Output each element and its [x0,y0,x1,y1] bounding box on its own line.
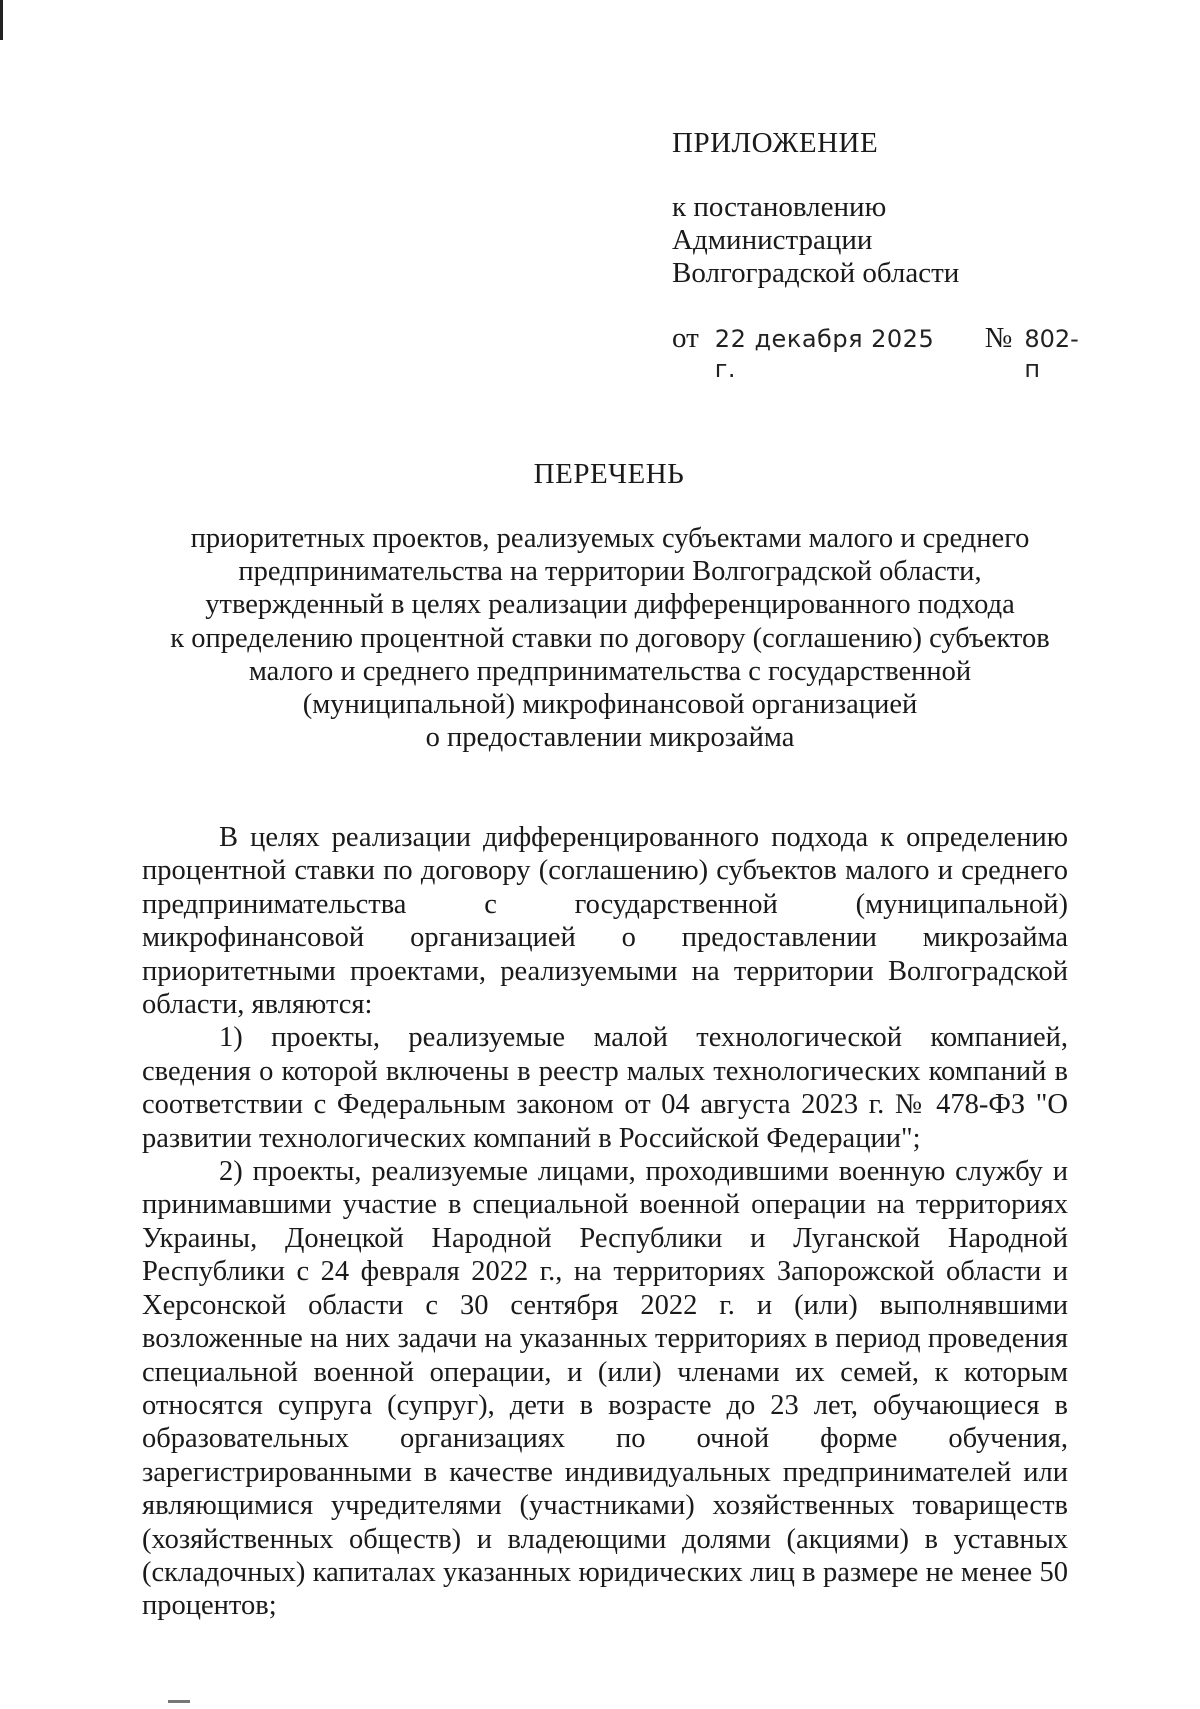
list-item-2: 2) проекты, реализуемые лицами, проходившими военную службу и принимавшими участие в специальной военной операции на территориях Украины, Донецкой Народной Республики и Луганской Народной Республики с 24 февраля 2022 г., на территориях Запорожской области и Херсонской области с 30 сентября 2022 г. и (или) выполнявшими возложенные на них задачи на указанных территориях в период проведения специальной военной операции, и (или) членами их семей, к которым относятся супруга (супруг), дети в возрасте до 23 лет, обучающиеся в образовательных организациях по очной форме обучения, зарегистрированными в качестве индивидуальных предпринимателей или являющимися учредителями (участниками) хозяйственных товариществ (хозяйственных обществ) и владеющими долями (акциями) в уставных (складочных) капиталах указанных юридических лиц в размере не менее 50 процентов; [142,1156,1068,1622]
appendix-title: ПРИЛОЖЕНИЕ [672,127,879,159]
list-subtitle [130,522,1090,754]
appendix-block [672,125,1092,384]
decree-date: 22 декабря 2025 г. [714,325,935,384]
decree-reference [672,320,1092,384]
page-continuation-mark [168,1700,190,1703]
decree-number: 802-п [1024,325,1079,384]
subtitle-line: приоритетных проектов, реализуемых субъектами малого и среднего [190,523,1030,554]
list-title: ПЕРЕЧЕНЬ [533,458,685,490]
from-label: от [672,322,699,355]
subtitle-line: утвержденный в целях реализации дифференцированного подхода [205,589,1015,621]
list-item-1: 1) проекты, реализуемые малой технологической компанией, сведения о которой включены в реестр малых технологических компаний в соответствии с Федеральным законом от 04 августа 2023 г. № 478-ФЗ "О развитии технологических компаний в Российской Федерации"; [142,1022,1068,1154]
subtitle-line: о предоставлении микрозайма [425,722,795,754]
subtitle-line: малого и среднего предпринимательства с государственной [248,655,972,687]
subtitle-line: предпринимательства на территории Волгоградской области, [238,556,982,588]
appendix-line: Администрации [672,224,873,257]
number-sign: № [984,322,1013,355]
subtitle-line: (муниципальной) микрофинансовой организацией [302,689,918,721]
appendix-line: Волгоградской области [672,257,960,290]
intro-paragraph: В целях реализации дифференцированного подхода к определению процентной ставки по договору (соглашению) субъектов малого и среднего предпринимательства с государственной (муниципальной) микрофинансовой организацией о предоставлении микрозайма приоритетными проектами, реализуемыми на территории Волгоградской области, являются: [142,822,1068,1021]
appendix-line: к постановлению [672,191,887,224]
subtitle-line: к определению процентной ставки по договору (соглашению) субъектов [170,622,1050,654]
document-body [142,821,1068,1623]
scan-edge-mark [0,0,3,40]
